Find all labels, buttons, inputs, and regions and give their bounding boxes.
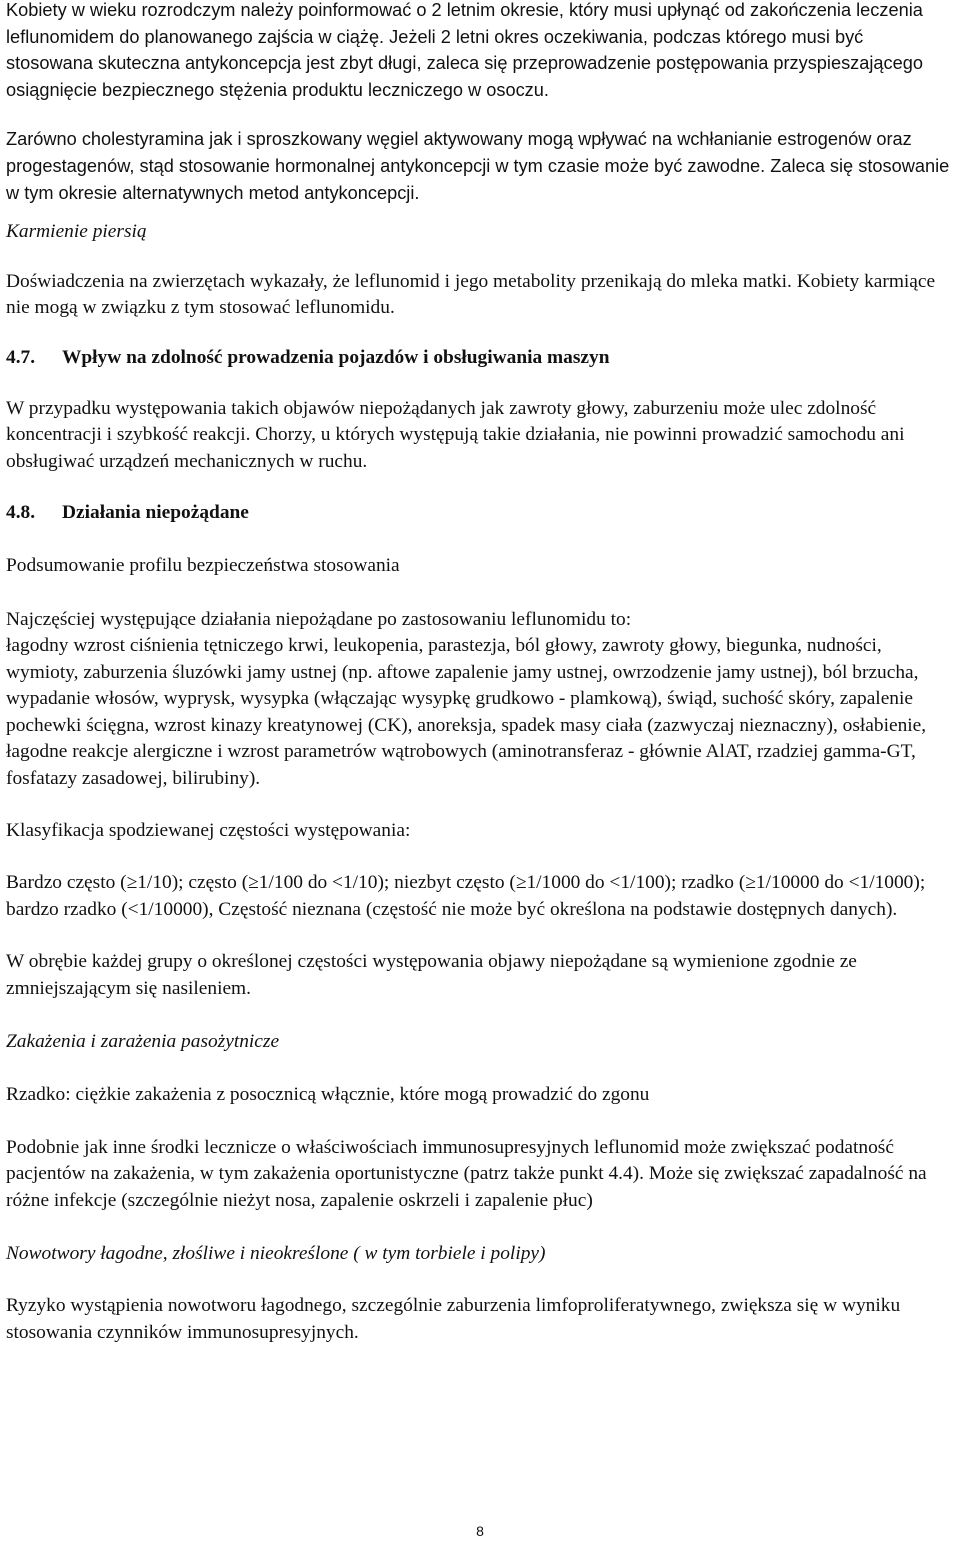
section-number: 4.7. (6, 346, 36, 368)
heading-frequency-classification: Klasyfikacja spodziewanej częstości występowania: (6, 819, 411, 841)
paragraph-breastfeeding: Doświadczenia na zwierzętach wykazały, że leflunomid i jego metabolity przenikają do mleka matki. Kobiety karmiące nie mogą w związku z tym stosować leflunomidu. (6, 270, 936, 319)
paragraph-grouping-note: W obrębie każdej grupy o określonej częstości występowania objawy niepożądane są wymienione zgodnie ze zmniejszającym się nasileniem. (6, 951, 857, 1000)
heading-breastfeeding: Karmienie piersią (6, 221, 147, 243)
paragraph-frequency-definitions: Bardzo często (≥1/10); często (≥1/100 do <1/10); niezbyt często (≥1/1000 do <1/100); rzadko (≥1/10000 do <1/1000); bardzo rzadko (<1/10000), Częstość nieznana (częstość nie może być określona na podstawie dostępnych danych). (6, 872, 926, 920)
section-title: Wpływ na zdolność prowadzenia pojazdów i obsługiwania maszyn (62, 346, 610, 368)
page-number: 8 (476, 1523, 484, 1539)
heading-neoplasms: Nowotwory łagodne, złośliwe i nieokreślone ( w tym torbiele i polipy) (6, 1242, 546, 1264)
heading-infections: Zakażenia i zarażenia pasożytnicze (6, 1030, 280, 1052)
section-heading-4-7 (6, 345, 954, 372)
paragraph-neoplasm-risk: Ryzyko wystąpienia nowotworu łagodnego, szczególnie zaburzenia limfoproliferatywnego, zwiększa się w wyniku stosowania czynników immunosupresyjnych. (6, 1295, 901, 1343)
paragraph-common-effects-intro: Najczęściej występujące działania niepożądane po zastosowaniu leflunomidu to: (6, 608, 632, 630)
section-heading-4-8 (6, 500, 954, 527)
paragraph-common-effects-list: łagodny wzrost ciśnienia tętniczego krwi, leukopenia, parastezja, ból głowy, zawroty głowy, biegunka, nudności, wymioty, zaburzenia śluzówki jamy ustnej (np. aftowe zapalenie jamy ustnej, owrzodzenie jamy ustnej), ból brzucha, wypadanie włosów, wyprysk, wysypka (włączając wysypkę grudkowo - plamkową), świąd, suchość skóry, zapalenie pochewki ścięgna, wzrost kinazy kreatynowej (CK), anoreksja, spadek masy ciała (zazwyczaj nieznaczny), osłabienie, łagodne reakcje alergiczne i wzrost parametrów wątrobowych (aminotransferaz - głównie AlAT, rzadziej gamma-GT, fosfatazy zasadowej, bilirubiny). (6, 635, 927, 790)
paragraph-pregnancy-wait: Kobiety w wieku rozrodczym należy poinformować o 2 letnim okresie, który musi upłynąć od zakończenia leczenia leflunomidem do planowanego zajścia w ciążę. Jeżeli 2 letni okres oczekiwania, podczas którego musi być stosowana skuteczna antykoncepcja jest zbyt długi, zaleca się przeprowadzenie postępowania przyspieszającego osiągnięcie bezpiecznego stężenia produktu leczniczego w osoczu. (6, 0, 923, 100)
paragraph-immunosuppression: Podobnie jak inne środki lecznicze o właściwościach immunosupresyjnych leflunomid może zwiększać podatność pacjentów na zakażenia, w tym zakażenia oportunistyczne (patrz także punkt 4.4). Może się zwiększać zapadalność na różne infekcje (szczególnie nieżyt nosa, zapalenie oskrzeli i zapalenie płuc) (6, 1136, 927, 1211)
paragraph-driving: W przypadku występowania takich objawów niepożądanych jak zawroty głowy, zaburzeniu może ulec zdolność koncentracji i szybkość reakcji. Chorzy, u których występują takie działania, nie powinni prowadzić samochodu ani obsługiwać urządzeń mechanicznych w ruchu. (6, 397, 905, 472)
paragraph-contraception: Zarówno cholestyramina jak i sproszkowany węgiel aktywowany mogą wpływać na wchłanianie estrogenów oraz progestagenów, stąd stosowanie hormonalnej antykoncepcji w tym czasie może być zawodne. Zaleca się stosowanie w tym okresie alternatywnych metod antykoncepcji. (6, 129, 950, 203)
section-title: Działania niepożądane (62, 502, 249, 524)
heading-safety-summary: Podsumowanie profilu bezpieczeństwa stosowania (6, 554, 400, 576)
section-number: 4.8. (6, 502, 36, 524)
paragraph-rare-infections: Rzadko: ciężkie zakażenia z posocznicą włącznie, które mogą prowadzić do zgonu (6, 1084, 650, 1106)
document-page (6, 0, 954, 1346)
